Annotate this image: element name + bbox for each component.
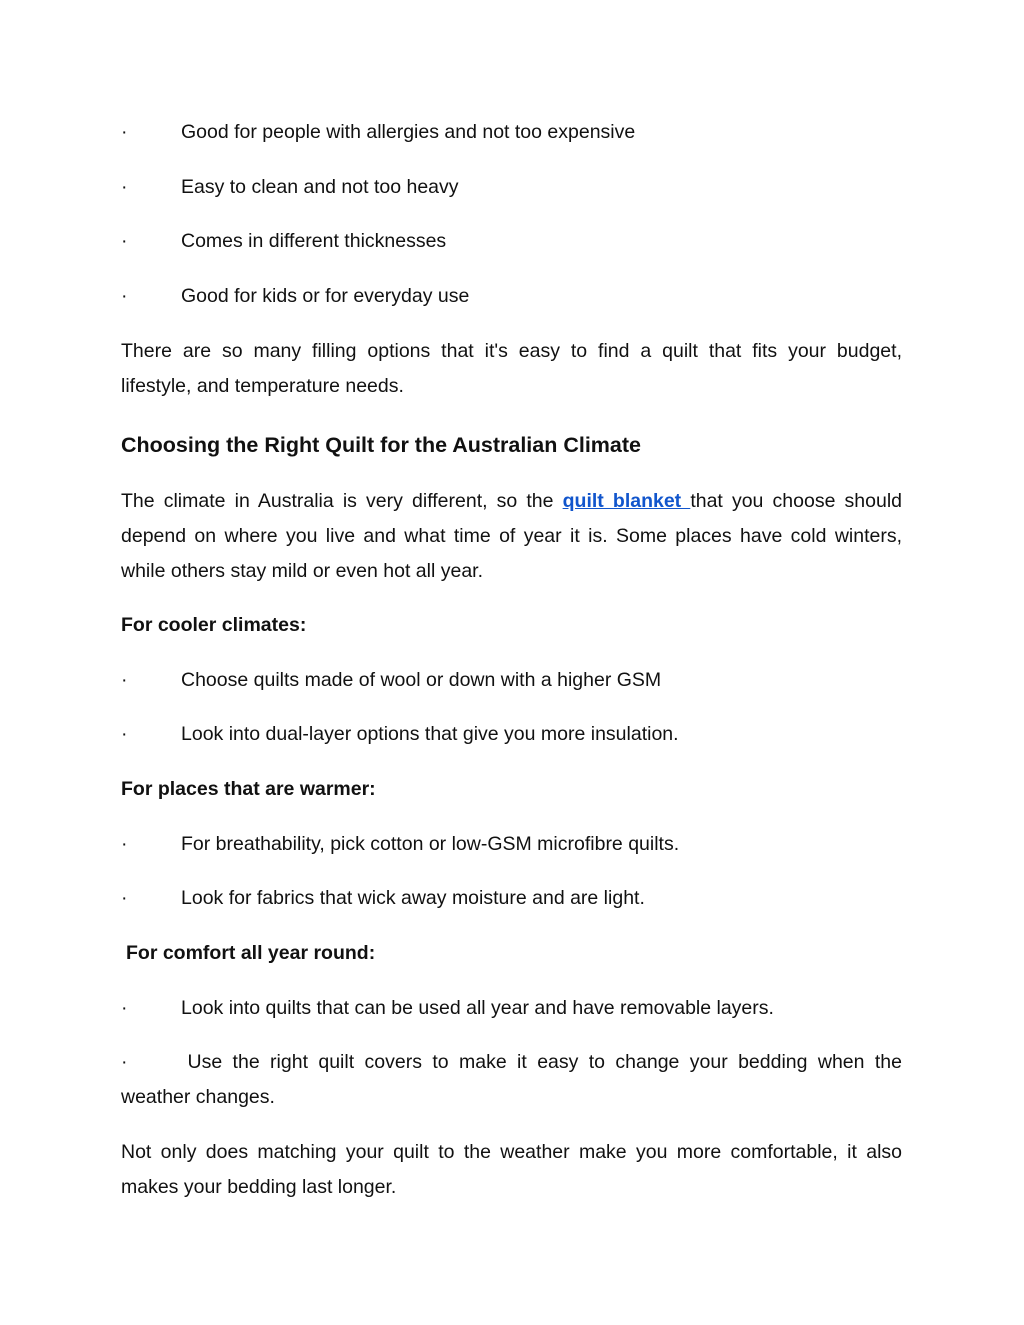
warmer-places-heading: For places that are warmer:	[121, 778, 376, 800]
list-item-text: Comes in different thicknesses	[181, 230, 447, 252]
climate-paragraph	[121, 484, 902, 589]
quilt-blanket-link[interactable]: quilt blanket	[562, 490, 691, 512]
paragraph-line: Not only does matching your quilt to the weather make you more comfortable, it also	[121, 1141, 902, 1163]
closing-paragraph	[121, 1135, 902, 1205]
list-item	[121, 1045, 902, 1115]
paragraph-text: that you choose should	[690, 490, 902, 512]
list-item-text: Good for people with allergies and not too expensive	[181, 121, 636, 143]
bullet-marker: ·	[121, 121, 128, 143]
paragraph-line	[121, 484, 902, 519]
paragraph-line: weather changes.	[121, 1086, 275, 1108]
bullet-marker: ·	[121, 887, 128, 909]
paragraph-line: makes your bedding last longer.	[121, 1176, 397, 1198]
list-item-text: Look into dual-layer options that give you more insulation.	[181, 723, 679, 745]
paragraph-line: while others stay mild or even hot all year.	[121, 560, 484, 582]
paragraph-line: There are so many filling options that it's easy to find a quilt that fits your budget,	[121, 340, 902, 362]
list-item-text: Good for kids or for everyday use	[181, 285, 470, 307]
year-round-heading: For comfort all year round:	[126, 942, 376, 964]
bullet-marker: ·	[121, 230, 128, 252]
paragraph-line: lifestyle, and temperature needs.	[121, 375, 404, 397]
list-item-text: Use the right quilt covers to make it easy to change your bedding when the	[187, 1051, 902, 1073]
list-item-text: Look for fabrics that wick away moisture and are light.	[181, 887, 645, 909]
list-item-text: For breathability, pick cotton or low-GSM microfibre quilts.	[181, 833, 680, 855]
bullet-marker: ·	[121, 997, 128, 1019]
bullet-marker: ·	[121, 723, 128, 745]
list-item-text: Look into quilts that can be used all year and have removable layers.	[181, 997, 774, 1019]
paragraph-line: depend on where you live and what time of year it is. Some places have cold winters,	[121, 525, 902, 547]
paragraph-text: The climate in Australia is very different, so the	[121, 490, 563, 512]
bullet-marker: ·	[121, 669, 128, 691]
bullet-marker: ·	[121, 833, 128, 855]
list-item-text: Choose quilts made of wool or down with a higher GSM	[181, 669, 662, 691]
list-item-text: Easy to clean and not too heavy	[181, 176, 459, 198]
intro-paragraph	[121, 334, 902, 404]
bullet-marker: ·	[121, 176, 128, 198]
paragraph-line	[121, 1045, 902, 1080]
bullet-marker: ·	[121, 285, 128, 307]
bullet-marker: ·	[121, 1051, 128, 1073]
section-heading: Choosing the Right Quilt for the Australian Climate	[121, 433, 641, 457]
cooler-climates-heading: For cooler climates:	[121, 614, 307, 636]
